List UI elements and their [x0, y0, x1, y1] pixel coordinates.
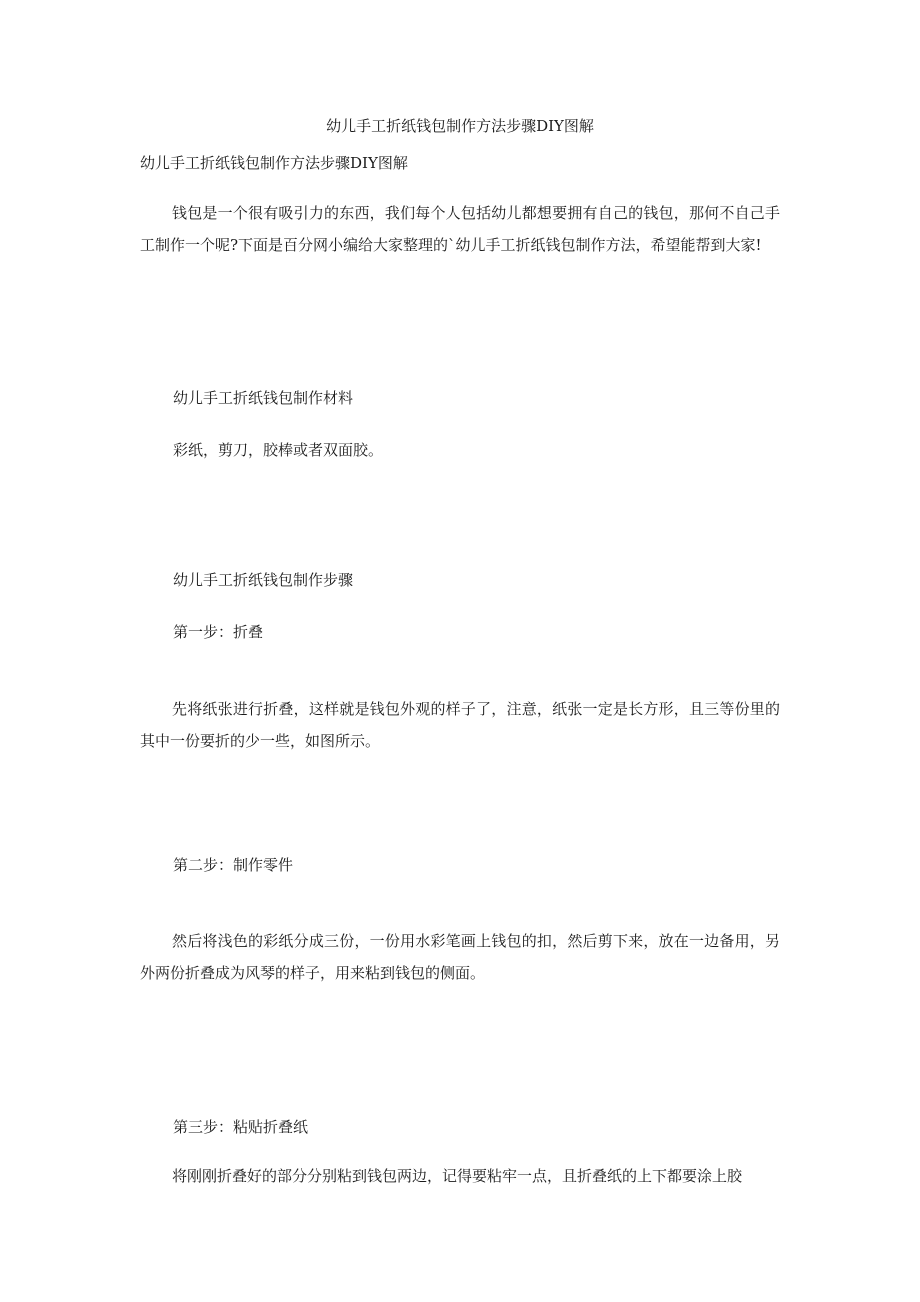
materials-heading: 幼儿手工折纸钱包制作材料 [173, 389, 354, 407]
step3-title: 第三步：粘贴折叠纸 [173, 1118, 309, 1136]
document-title: 幼儿手工折纸钱包制作方法步骤DIY图解 [326, 117, 594, 135]
intro-paragraph: 钱包是一个很有吸引力的东西，我们每个人包括幼儿都想要拥有自己的钱包，那何不自己手工制作一个呢?下面是百分网小编给大家整理的`幼儿手工折纸钱包制作方法，希望能帮到大家! [140, 204, 780, 254]
step2-paragraph: 然后将浅色的彩纸分成三份，一份用水彩笔画上钱包的扣，然后剪下来，放在一边备用，另外两份折叠成为风琴的样子，用来粘到钱包的侧面。 [140, 932, 780, 982]
steps-heading: 幼儿手工折纸钱包制作步骤 [173, 571, 354, 589]
document-subtitle: 幼儿手工折纸钱包制作方法步骤DIY图解 [140, 154, 408, 172]
step3-paragraph: 将刚刚折叠好的部分分别粘到钱包两边，记得要粘牢一点，且折叠纸的上下都要涂上胶 [172, 1167, 743, 1185]
step2-title: 第二步：制作零件 [173, 856, 294, 874]
materials-text: 彩纸，剪刀，胶棒或者双面胶。 [173, 441, 384, 459]
step1-title: 第一步：折叠 [173, 623, 264, 641]
step1-paragraph: 先将纸张进行折叠，这样就是钱包外观的样子了，注意，纸张一定是长方形，且三等份里的其中一份要折的少一些，如图所示。 [140, 700, 780, 750]
